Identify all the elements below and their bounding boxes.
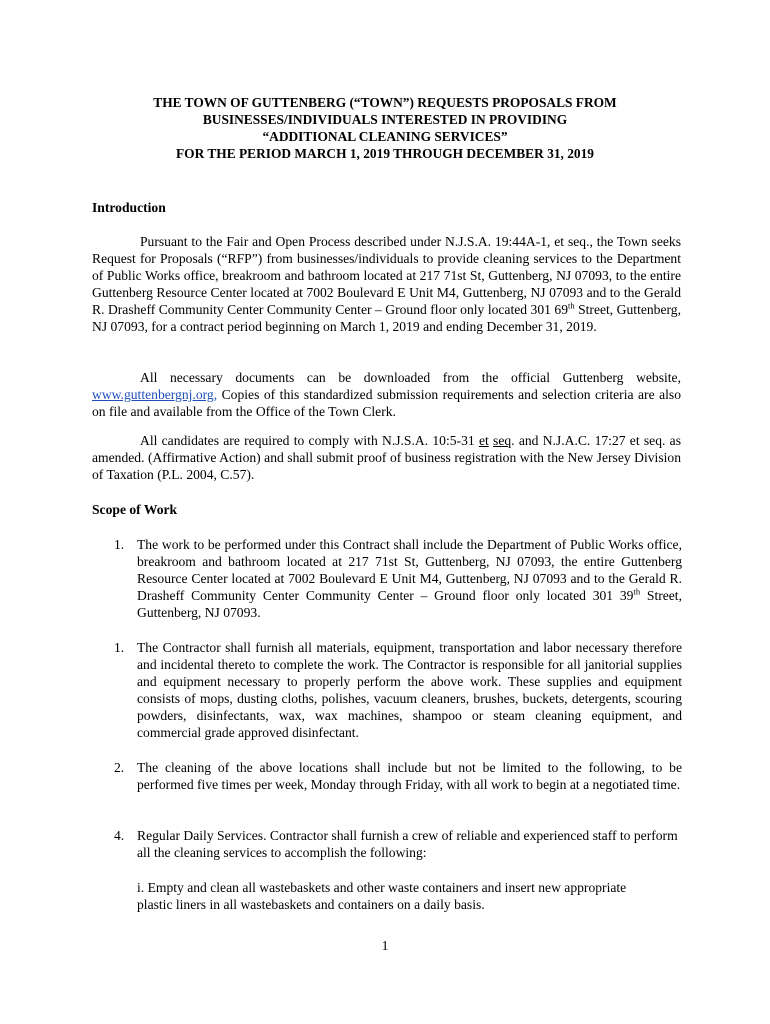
introduction-heading: Introduction (92, 200, 166, 215)
introduction-paragraph-1 (92, 233, 681, 335)
title-line-3: “ADDITIONAL CLEANING SERVICES” (262, 129, 508, 144)
p1-text-a: Pursuant to the Fair and Open Process described under N.J.S.A. 19:44A-1, et seq., the Town seeks Request for Proposals (“RFP”) from businesses/individuals to provide cleaning services to the Department of Public Works office, breakroom and bathroom located at 217 71st St, Guttenberg, NJ 07093, to the entire Guttenberg Resource Center located at 7002 Boulevard E Unit M4, Guttenberg, NJ 07093 and to the Gerald R. Drasheff Community Center Community Center – Ground floor only located 301 69 (92, 234, 681, 317)
scope-item-3-number: 2. (114, 760, 125, 775)
title-line-2: BUSINESSES/INDIVIDUALS INTERESTED IN PROVIDING (202, 112, 568, 127)
scope-item-3: The cleaning of the above locations shall include but not be limited to the following, to be performed five times per week, Monday through Friday, with all work to begin at a negotiated time. (137, 760, 682, 792)
introduction-paragraph-3 (92, 432, 681, 483)
p3-seq: seq (493, 433, 512, 448)
scope-item-4-number: 4. (114, 828, 125, 843)
scope-item-2: The Contractor shall furnish all materials, equipment, transportation and labor necessary therefore and incidental thereto to complete the work. The Contractor is responsible for all janitorial supplies and equipment necessary to properly perform the above work. These supplies and equipment consists of mops, dusting cloths, polishes, vacuum cleaners, brushes, buckets, detergents, scouring powders, disinfectants, wax, wax machines, shampoo or steam cleaning equipment, and commercial grade approved disinfectant. (137, 640, 682, 740)
website-link[interactable]: www.guttenbergnj.org, (92, 387, 218, 402)
page-number: 1 (381, 938, 389, 953)
p1-superscript: th (568, 300, 575, 311)
p1-text-b: Street, Guttenberg, NJ 07093, for a contract period beginning on March 1, 2019 and ending December 31, 2019. (92, 302, 681, 334)
scope-item-2-number: 1. (114, 640, 125, 655)
introduction-paragraph-2 (92, 369, 681, 420)
scope-heading: Scope of Work (92, 502, 178, 517)
title-line-1: THE TOWN OF GUTTENBERG (“TOWN”) REQUESTS PROPOSALS FROM (153, 95, 617, 110)
p3-text-a: All candidates are required to comply with N.J.S.A. 10:5-31 (140, 433, 479, 448)
scope-subitem-i: i. Empty and clean all wastebaskets and other waste containers and insert new appropriate plastic liners in all wastebaskets and containers on a daily basis. (137, 880, 627, 912)
p3-text-b: . and N.J.A.C. 17:27 et seq. as amended. (Affirmative Action) and shall submit proof of business registration with the New Jersey Division of Taxation (P.L. 2004, C.57). (92, 433, 682, 482)
scope-item-1: The work to be performed under this Contract shall include the Department of Public Works office, breakroom and bathroom located at 217 71st St, Guttenberg, NJ 07093, the entire Guttenberg Resource Center located at 7002 Boulevard E Unit M4, Guttenberg, NJ 07093 and to the Gerald R. Drasheff Community Center Community Center – Ground floor only located 301 39th Street, Guttenberg, NJ 07093. (137, 537, 682, 620)
p2-text-b: Copies of this standardized submission requirements and selection criteria are also on file and available from the Office of the Town Clerk. (92, 387, 681, 419)
scope-item-4: Regular Daily Services. Contractor shall furnish a crew of reliable and experienced staff to perform all the cleaning services to accomplish the following: (137, 828, 678, 860)
document-title (90, 94, 680, 162)
p2-text-a: All necessary documents can be downloaded from the official Guttenberg website, (140, 370, 681, 385)
title-line-4: FOR THE PERIOD MARCH 1, 2019 THROUGH DECEMBER 31, 2019 (176, 146, 594, 161)
scope-item-1-superscript: th (633, 586, 641, 597)
p3-et: et (478, 433, 489, 448)
scope-item-1-number: 1. (114, 537, 125, 552)
